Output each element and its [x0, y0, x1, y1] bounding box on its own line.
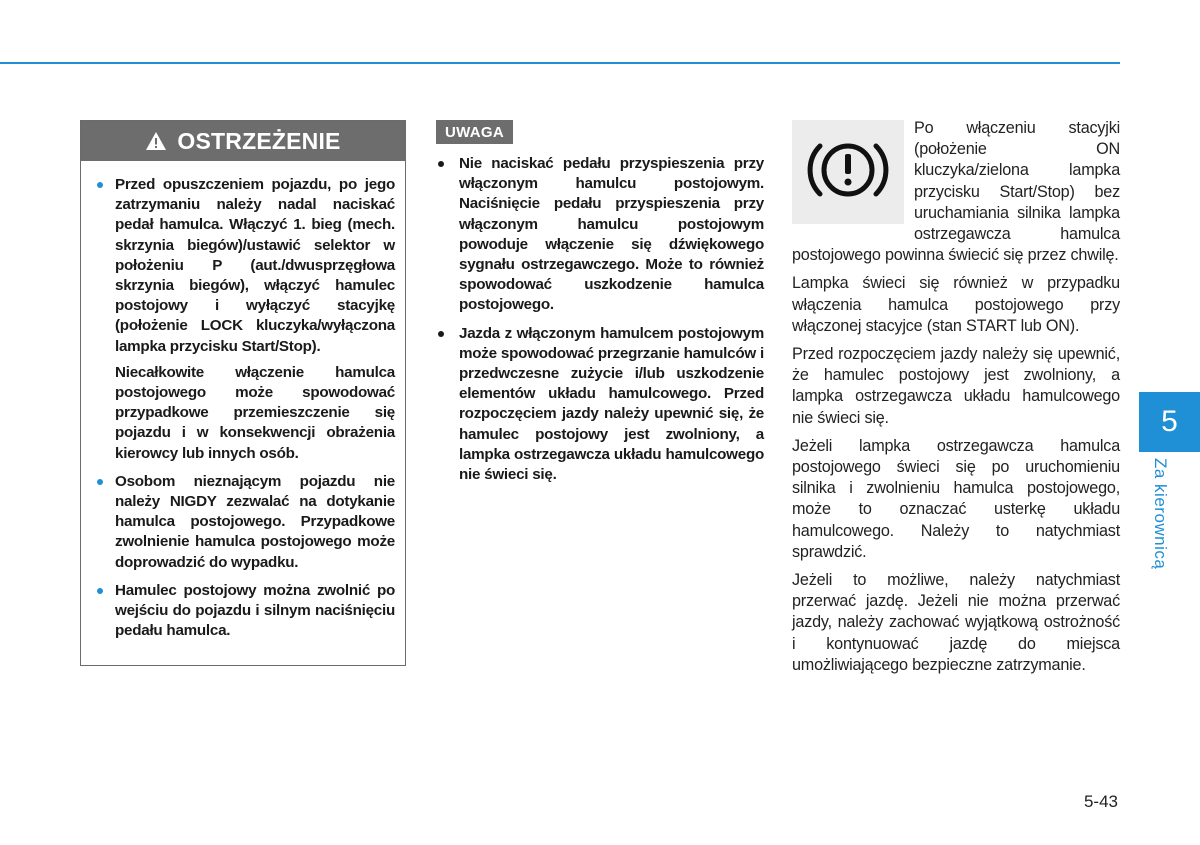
- top-rule: [0, 62, 1120, 64]
- right-paragraph: Po włączeniu stacyjki (położenie ON kluczyka/zielona lampka przycisku Start/Stop) bez uruchamiania silnika lampka ostrzegawcza hamulca postojowego powinna świecić się przez chwilę.: [792, 119, 1120, 265]
- warning-box: [80, 120, 406, 666]
- warning-header: [81, 121, 405, 161]
- right-paragraph: Lampka świeci się również w przypadku włączenia hamulca postojowego przy włączonej stacyjce (stan START lub ON).: [792, 274, 1120, 335]
- warning-item-text: Niecałkowite włączenie hamulca postojowego może spowodować przypadkowe przemieszczenie się pojazdu i w konsekwencji obrażenia kierowcy lub innych osób.: [115, 363, 395, 462]
- caution-item: [436, 324, 764, 486]
- warning-item: [97, 175, 395, 464]
- chapter-number-tab: 5: [1139, 392, 1200, 452]
- right-column: [792, 118, 1120, 683]
- right-paragraph: Jeżeli to możliwe, należy natychmiast przerwać jazdę. Jeżeli nie można przerwać jazdy, należy zachować wyjątkową ostrożność i kontynuować jazdę do miejsca umożliwiającego bezpieczne zatrzymanie.: [792, 571, 1120, 674]
- caution-item-text: Nie naciskać pedału przyspieszenia przy włączonym hamulcu postojowym. Naciśnięcie pedału przyspieszenia przy włączonym hamulcu postojowym powoduje włączenie się dźwiękowego sygnału ostrzegawczego. Może to również spowodować uszkodzenie hamulca postojowego.: [459, 155, 764, 314]
- warning-item: [97, 581, 395, 642]
- right-paragraph: Jeżeli lampka ostrzegawcza hamulca postojowego świeci się po uruchomieniu silnika i zwolnieniu hamulca postojowego, może to oznaczać usterkę układu hamulcowego. Należy to natychmiast sprawdzić.: [792, 436, 1120, 561]
- caution-item: [436, 154, 764, 316]
- caution-item-text: Jazda z włączonym hamulcem postojowym może spowodować przegrzanie hamulców i przedwczesne zużycie i/lub uszkodzenie elementów układu hamulcowego. Przed rozpoczęciem jazdy należy upewnić się, że hamulec postojowy jest zwolniony, a lampka ostrzegawcza układu hamulcowego nie świeci się.: [459, 324, 764, 484]
- warning-triangle-icon: [145, 131, 167, 151]
- chapter-title: Za kierownicą: [1151, 458, 1170, 570]
- warning-item-text: Osobom nieznającym pojazdu nie należy NIGDY zezwalać na dotykanie hamulca postojowego. Przypadkowe zwolnienie hamulca postojowego może doprowadzić do wypadku.: [115, 472, 395, 571]
- warning-item-text: Przed opuszczeniem pojazdu, po jego zatrzymaniu należy nadal naciskać pedał hamulca. Włączyć 1. bieg (mech. skrzynia biegów)/ustawić selektor w położeniu P (aut./dwusprzęgłowa skrzynia biegów), włączyć hamulec postojowy i wyłączyć stacyjkę (położenie LOCK kluczyka/wyłączona lampka przycisku Start/Stop).: [115, 176, 395, 355]
- warning-item: [97, 472, 395, 573]
- warning-item-text: Hamulec postojowy można zwolnić po wejściu do pojazdu i silnym naciśnięciu pedału hamulca.: [115, 581, 395, 640]
- caution-list: [436, 154, 764, 493]
- warning-list: [81, 161, 405, 641]
- warning-title: OSTRZEŻENIE: [177, 127, 341, 154]
- brake-warning-lamp: [792, 120, 904, 224]
- caution-badge: UWAGA: [436, 120, 513, 144]
- right-paragraph: Przed rozpoczęciem jazdy należy się upewnić, że hamulec postojowy jest zwolniony, a lampka ostrzegawcza układu hamulcowego nie świeci się.: [792, 345, 1120, 427]
- brake-warning-icon: [806, 134, 890, 211]
- page-number: 5-43: [1083, 792, 1118, 811]
